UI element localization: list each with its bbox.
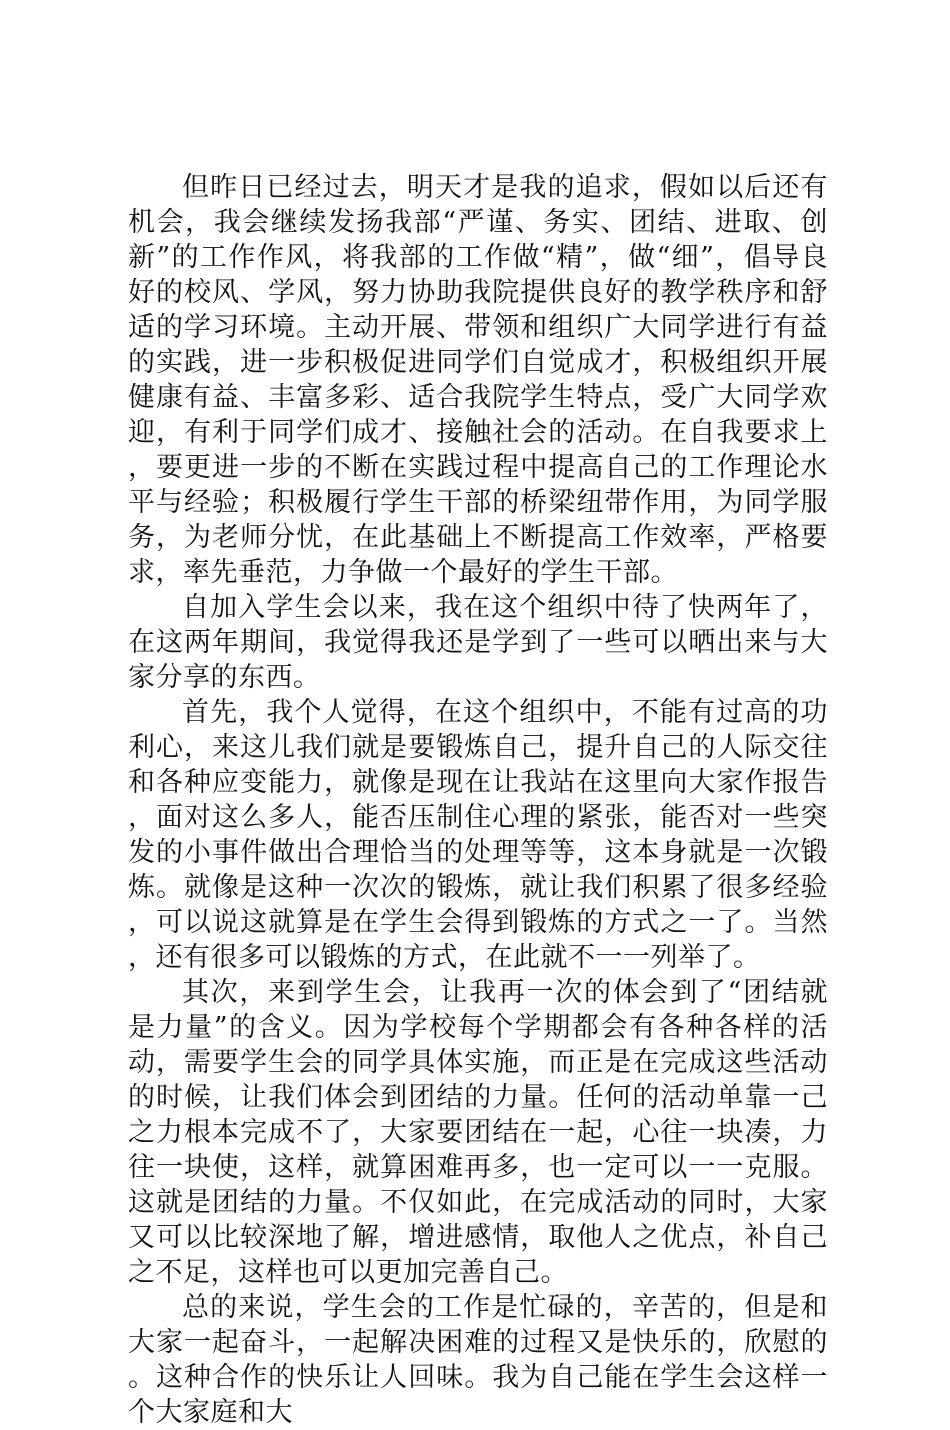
paragraph-4: 其次，来到学生会，让我再一次的体会到了“团结就是力量”的含义。因为学校每个学期都会有各种各样的活动，需要学生会的同学具体实施，而正是在完成这些活动的时候，让我们体会到团结的力量。任何的活动单靠一己之力根本完成不了，大家要团结在一起，心往一块凑，力往一块使，这样，就算困难再多，也一定可以一一克服。这就是团结的力量。不仅如此，在完成活动的同时，大家又可以比较深地了解，增进感情，取他人之优点，补自己之不足，这样也可以更加完善自己。 bbox=[128, 977, 828, 1288]
paragraph-3: 首先，我个人觉得，在这个组织中，不能有过高的功利心，来这儿我们就是要锻炼自己，提升自己的人际交往和各种应变能力，就像是现在让我站在这里向大家作报告，面对这么多人，能否压制住心理的紧张，能否对一些突发的小事件做出合理恰当的处理等等，这本身就是一次锻炼。就像是这种一次次的锻炼，就让我们积累了很多经验，可以说这就算是在学生会得到锻炼的方式之一了。当然，还有很多可以锻炼的方式，在此就不一一列举了。 bbox=[128, 697, 828, 973]
document-body bbox=[128, 170, 828, 1430]
paragraph-2: 自加入学生会以来，我在这个组织中待了快两年了，在这两年期间，我觉得我还是学到了一些可以晒出来与大家分享的东西。 bbox=[128, 592, 828, 693]
paragraph-1: 但昨日已经过去，明天才是我的追求，假如以后还有机会，我会继续发扬我部“严谨、务实、团结、进取、创新”的工作作风，将我部的工作做“精”，做“细”，倡导良好的校风、学风，努力协助我院提供良好的教学秩序和舒适的学习环境。主动开展、带领和组织广大同学进行有益的实践，进一步积极促进同学们自觉成才，积极组织开展健康有益、丰富多彩、适合我院学生特点，受广大同学欢迎，有利于同学们成才、接触社会的活动。在自我要求上，要更进一步的不断在实践过程中提高自己的工作理论水平与经验；积极履行学生干部的桥梁纽带作用，为同学服务，为老师分忧，在此基础上不断提高工作效率，严格要求，率先垂范，力争做一个最好的学生干部。 bbox=[128, 172, 828, 588]
paragraph-5: 总的来说，学生会的工作是忙碌的，辛苦的，但是和大家一起奋斗，一起解决困难的过程又是快乐的，欣慰的。这种合作的快乐让人回味。我为自己能在学生会这样一个大家庭和大 bbox=[128, 1292, 828, 1428]
